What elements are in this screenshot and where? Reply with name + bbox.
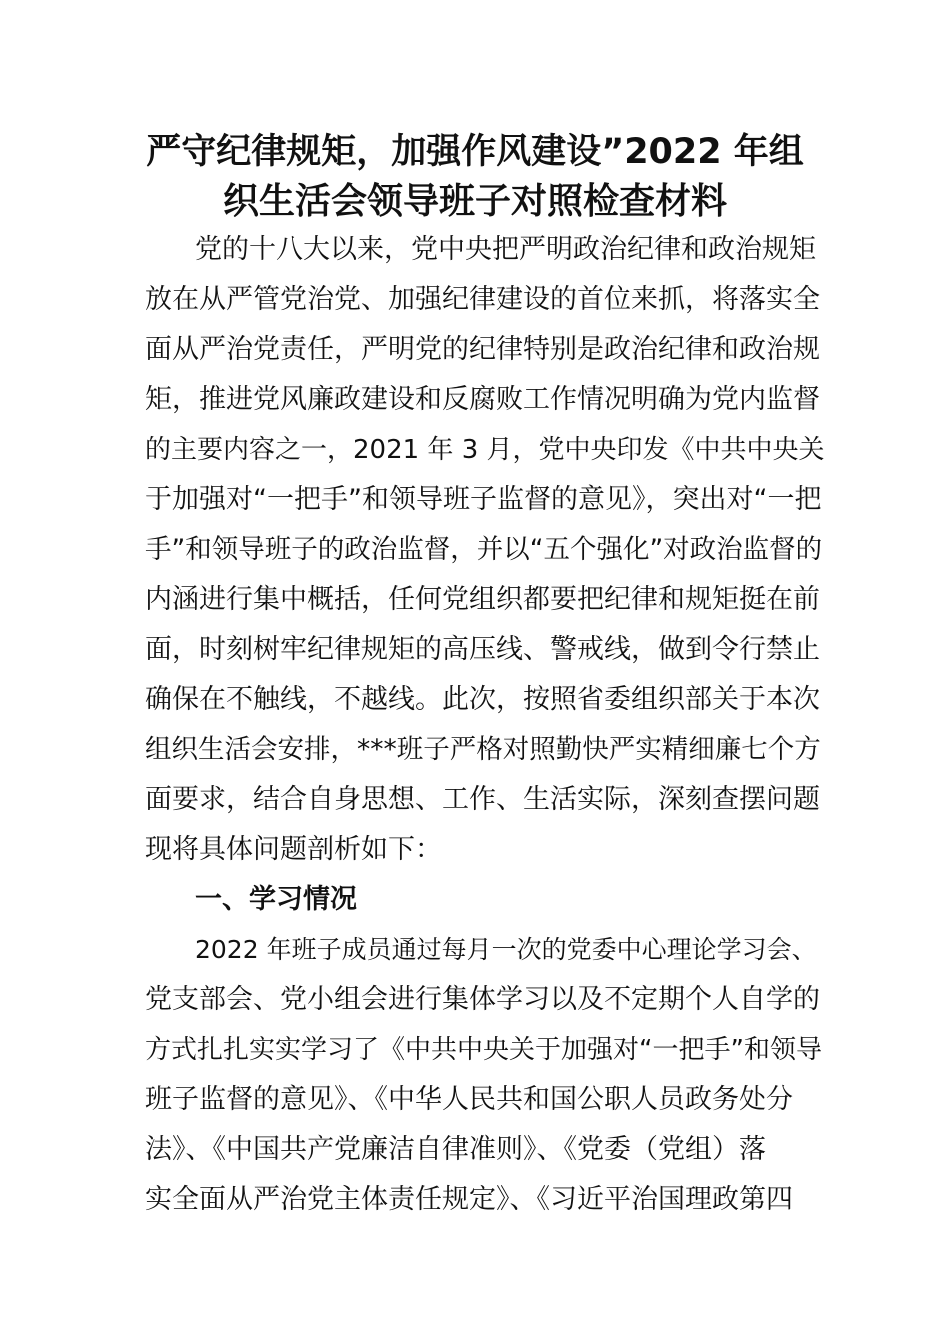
paragraph1-line: 于加强对“一把手”和领导班子监督的意见》，突出对“一把 [145,484,822,515]
paragraph2-line: 党支部会、党小组会进行集体学习以及不定期个人自学的 [145,984,820,1015]
document-title-line-2: 织生活会领导班子对照检查材料 [222,181,727,222]
section-heading-study: 一、学习情况 [195,884,357,915]
paragraph1-line: 面，时刻树牢纪律规矩的高压线、警戒线，做到令行禁止 [145,634,820,665]
paragraph1-line: 组织生活会安排，***班子严格对照勤快严实精细廉七个方 [145,734,821,765]
paragraph1-line: 党的十八大以来，党中央把严明政治纪律和政治规矩 [195,234,816,265]
paragraph2-line: 法》、《中国共产党廉洁自律准则》、《党委（党组）落 [145,1134,766,1165]
document-title-line-1: 严守纪律规矩，加强作风建设”2022 年组 [146,132,804,172]
paragraph1-line: 面从严治党责任，严明党的纪律特别是政治纪律和政治规 [145,334,820,365]
paragraph1-line: 现将具体问题剖析如下： [145,834,442,865]
paragraph1-line: 面要求，结合自身思想、工作、生活实际，深刻查摆问题 [145,784,820,815]
paragraph1-line: 手”和领导班子的政治监督，并以“五个强化”对政治监督的 [145,534,823,565]
paragraph1-line: 的主要内容之一，2021 年 3 月，党中央印发《中共中央关 [145,435,825,465]
paragraph1-line: 放在从严管党治党、加强纪律建设的首位来抓，将落实全 [145,284,820,315]
paragraph2-line: 方式扎扎实实学习了《中共中央关于加强对“一把手”和领导 [145,1035,822,1065]
paragraph1-line: 确保在不触线，不越线。此次，按照省委组织部关于本次 [145,684,820,715]
paragraph2-line: 实全面从严治党主体责任规定》、《习近平治国理政第四 [145,1184,793,1215]
paragraph2-line: 2022 年班子成员通过每月一次的党委中心理论学习会、 [195,935,817,964]
paragraph1-line: 矩，推进党风廉政建设和反腐败工作情况明确为党内监督 [145,384,820,415]
paragraph1-line: 内涵进行集中概括，任何党组织都要把纪律和规矩挺在前 [145,584,820,615]
paragraph2-line: 班子监督的意见》、《中华人民共和国公职人员政务处分 [145,1084,793,1115]
